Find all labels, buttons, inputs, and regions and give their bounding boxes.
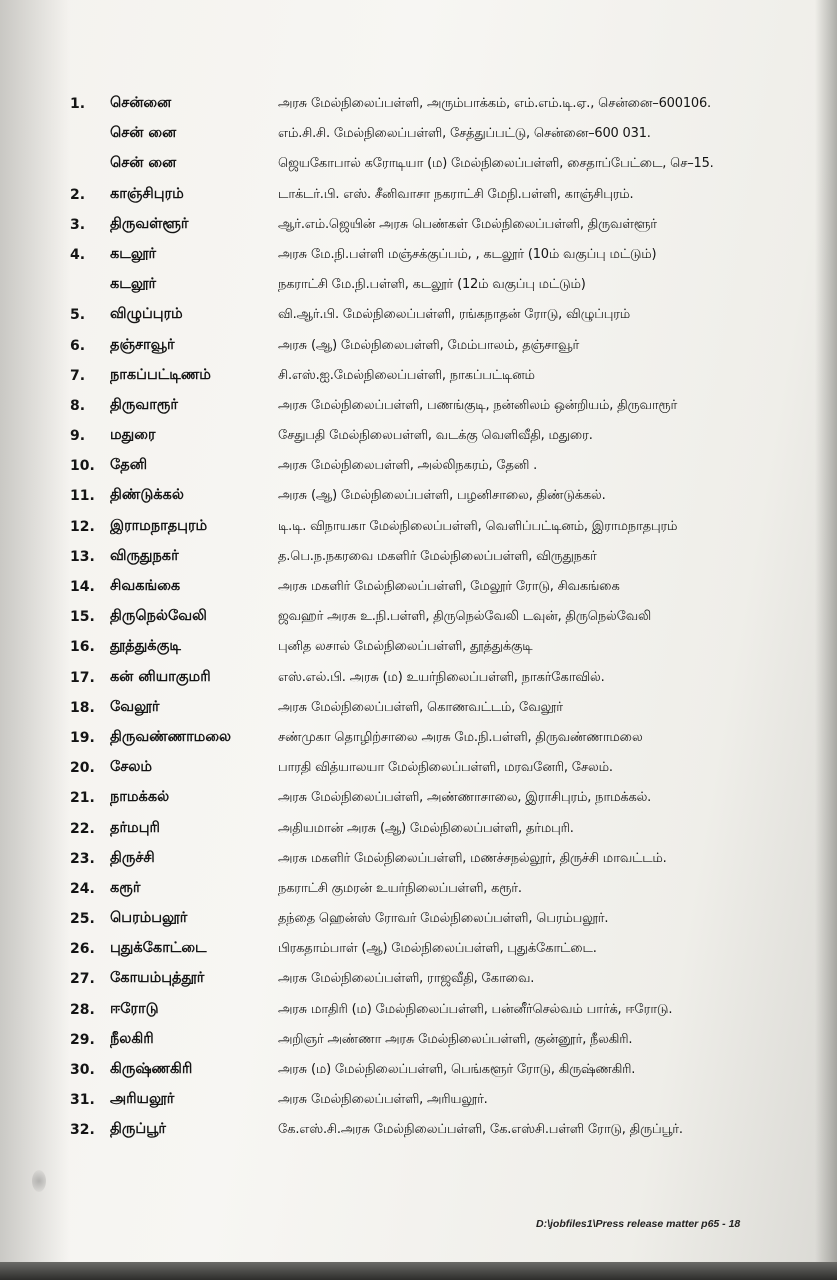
district-name: சேலம் (110, 759, 153, 776)
row-number: 4. (70, 246, 86, 263)
district-name: நாகப்பட்டிணம் (110, 366, 211, 383)
list-item (0, 303, 837, 333)
row-number: 9. (70, 428, 86, 445)
venue-name: அரசு மேல்நிலைப்பள்ளி, அரியலூர். (278, 1092, 488, 1108)
row-number: 21. (70, 790, 95, 807)
venue-name: சேதுபதி மேல்நிலைபள்ளி, வடக்கு வெளிவீதி, மதுரை. (278, 428, 593, 444)
list-item (0, 92, 837, 122)
district-name: அரியலூர் (110, 1091, 175, 1108)
row-number: 8. (70, 397, 86, 414)
venue-name: அரசு மகளிர் மேல்நிலைப்பள்ளி, மேலூர் ரோடு, சிவகங்கை (278, 579, 620, 594)
row-number: 32. (70, 1122, 95, 1139)
list-item (0, 1088, 837, 1118)
row-number: 5. (70, 307, 86, 324)
scan-bottom-edge (0, 1262, 837, 1280)
row-number: 19. (70, 729, 95, 746)
row-number: 2. (70, 186, 86, 203)
exam-center-list (0, 92, 837, 1149)
district-name: சென் னை (110, 155, 177, 172)
row-number: 1. (70, 96, 86, 112)
district-name: திண்டுக்கல் (110, 487, 184, 504)
district-name: தூத்துக்குடி (110, 638, 181, 655)
list-item (0, 454, 837, 484)
row-number: 7. (70, 367, 86, 384)
district-name: நாமக்கல் (110, 789, 170, 806)
list-item (0, 877, 837, 907)
venue-name: ஆர்.எம்.ஜெயின் அரசு பெண்கள் மேல்நிலைப்பள்ளி, திருவள்ளூர் (278, 216, 657, 232)
venue-name: கே.எஸ்.சி.அரசு மேல்நிலைப்பள்ளி, கே.எஸ்சி.பள்ளி ரோடு, திருப்பூர். (278, 1122, 683, 1138)
district-name: மதுரை (110, 427, 156, 444)
venue-name: சண்முகா தொழிற்சாலை அரசு மே.நி.பள்ளி, திருவண்ணாமலை (278, 729, 643, 745)
district-name: சென் னை (110, 125, 177, 142)
list-item (0, 183, 837, 213)
list-item (0, 515, 837, 545)
venue-name: எம்.சி.சி. மேல்நிலைப்பள்ளி, சேத்துப்பட்டு, சென்னை–600 031. (278, 126, 651, 142)
district-name: கோயம்புத்தூர் (110, 970, 205, 987)
district-name: சிவகங்கை (110, 578, 181, 594)
venue-name: ஜெயகோபால் கரோடியா (ம) மேல்நிலைப்பள்ளி, சைதாப்பேட்டை, செ–15. (278, 156, 714, 172)
venue-name: அரசு மே.நி.பள்ளி மஞ்சக்குப்பம், , கடலூர் (10ம் வகுப்பு மட்டும்) (278, 246, 657, 262)
district-name: கடலூர் (110, 276, 157, 293)
district-name: திருவள்ளூர் (110, 215, 189, 232)
district-name: விருதுநகர் (110, 547, 179, 564)
district-name: ஈரோடு (110, 1000, 159, 1017)
list-item (0, 696, 837, 726)
row-number: 29. (70, 1031, 95, 1048)
venue-name: அரசு மேல்நிலைப்பள்ளி, கொணவட்டம், வேலூர் (278, 699, 563, 715)
row-number: 11. (70, 488, 95, 505)
list-item (0, 666, 837, 696)
list-item (0, 907, 837, 937)
venue-name: நகராட்சி குமரன் உயர்நிலைப்பள்ளி, கரூர். (278, 880, 522, 896)
venue-name: அறிஞர் அண்ணா அரசு மேல்நிலைப்பள்ளி, குன்னூர், நீலகிரி. (278, 1031, 633, 1047)
list-item (0, 937, 837, 967)
list-item (0, 756, 837, 786)
district-name: திருநெல்வேலி (110, 608, 207, 625)
list-item (0, 243, 837, 273)
venue-name: அரசு மேல்நிலைப்பள்ளி, ராஜவீதி, கோவை. (278, 971, 535, 987)
district-name: கரூர் (110, 879, 141, 896)
venue-name: அதியமான் அரசு (ஆ) மேல்நிலைப்பள்ளி, தர்மபுரி. (278, 820, 574, 836)
venue-name: நகராட்சி மே.நி.பள்ளி, கடலூர் (12ம் வகுப்பு மட்டும்) (278, 277, 586, 293)
venue-name: புனித லசால் மேல்நிலைப்பள்ளி, தூத்துக்குடி (278, 639, 533, 655)
list-item (0, 213, 837, 243)
venue-name: அரசு மேல்நிலைபள்ளி, அல்லிநகரம், தேனி . (278, 458, 538, 474)
list-item (0, 484, 837, 514)
list-item (0, 545, 837, 575)
venue-name: அரசு (ம) மேல்நிலைப்பள்ளி, பெங்களூர் ரோடு, கிருஷ்ணகிரி. (278, 1062, 636, 1077)
venue-name: பிரகதாம்பாள் (ஆ) மேல்நிலைப்பள்ளி, புதுக்கோட்டை. (278, 941, 597, 957)
list-item (0, 152, 837, 182)
district-name: திருவாரூர் (110, 396, 178, 413)
venue-name: டாக்டர்.பி. எஸ். சீனிவாசா நகராட்சி மேநி.பள்ளி, காஞ்சிபுரம். (278, 186, 634, 202)
row-number: 17. (70, 669, 95, 686)
list-item (0, 786, 837, 816)
row-number: 31. (70, 1092, 95, 1109)
district-name: தர்மபுரி (110, 819, 160, 836)
venue-name: வி.ஆர்.பி. மேல்நிலைப்பள்ளி, ரங்கநாதன் ரோடு, விழுப்புரம் (278, 307, 631, 323)
row-number: 26. (70, 941, 95, 958)
list-item (0, 575, 837, 605)
row-number: 20. (70, 760, 95, 777)
list-item (0, 1118, 837, 1148)
district-name: திருவண்ணாமலை (110, 728, 232, 745)
venue-name: அரசு மகளிர் மேல்நிலைப்பள்ளி, மணச்சநல்லூர், திருச்சி மாவட்டம். (278, 850, 667, 866)
row-number: 25. (70, 911, 95, 928)
row-number: 15. (70, 609, 95, 626)
list-item (0, 122, 837, 152)
row-number: 28. (70, 1001, 95, 1018)
row-number: 27. (70, 971, 95, 988)
list-item (0, 334, 837, 364)
district-name: பெரம்பலூர் (110, 910, 188, 927)
venue-name: சி.எஸ்.ஐ.மேல்நிலைப்பள்ளி, நாகப்பட்டினம் (278, 367, 535, 383)
row-number: 30. (70, 1062, 95, 1078)
row-number: 10. (70, 458, 95, 475)
venue-name: அரசு (ஆ) மேல்நிலைப்பள்ளி, பழனிசாலை, திண்டுக்கல். (278, 488, 606, 504)
row-number: 3. (70, 216, 86, 233)
row-number: 18. (70, 699, 95, 716)
list-item (0, 998, 837, 1028)
row-number: 22. (70, 820, 95, 837)
venue-name: அரசு (ஆ) மேல்நிலைபள்ளி, மேம்பாலம், தஞ்சாவூர் (278, 337, 580, 353)
list-item (0, 273, 837, 303)
district-name: திருப்பூர் (110, 1121, 166, 1138)
list-item (0, 847, 837, 877)
row-number: 14. (70, 579, 95, 595)
list-item (0, 967, 837, 997)
district-name: கடலூர் (110, 245, 157, 262)
district-name: சென்னை (110, 95, 172, 111)
venue-name: அரசு மேல்நிலைப்பள்ளி, அண்ணாசாலை, இராசிபுரம், நாமக்கல். (278, 790, 652, 806)
list-item (0, 394, 837, 424)
list-item (0, 1058, 837, 1088)
list-item (0, 635, 837, 665)
district-name: தஞ்சாவூர் (110, 336, 175, 353)
venue-name: த.பெ.ந.நகரவை மகளிர் மேல்நிலைப்பள்ளி, விருதுநகர் (278, 548, 597, 564)
district-name: விழுப்புரம் (110, 306, 183, 323)
list-item (0, 726, 837, 756)
venue-name: அரசு மேல்நிலைப்பள்ளி, பணங்குடி, நன்னிலம் ஒன்றியம், திருவாரூர் (278, 397, 678, 413)
venue-name: ஜவஹர் அரசு உ.நி.பள்ளி, திருநெல்வேலி டவுன், திருநெல்வேலி (278, 609, 652, 625)
district-name: கிருஷ்ணகிரி (110, 1061, 193, 1077)
row-number: 24. (70, 880, 95, 897)
list-item (0, 424, 837, 454)
venue-name: டி.டி. விநாயகா மேல்நிலைப்பள்ளி, வெளிப்பட்டினம், இராமநாதபுரம் (278, 518, 678, 534)
district-name: நீலகிரி (110, 1030, 154, 1047)
venue-name: பாரதி வித்யாலயா மேல்நிலைப்பள்ளி, மரவனேரி, சேலம். (278, 760, 613, 776)
venue-name: எஸ்.எல்.பி. அரசு (ம) உயர்நிலைப்பள்ளி, நாகர்கோவில். (278, 669, 605, 685)
venue-name: அரசு மேல்நிலைப்பள்ளி, அரும்பாக்கம், எம்.எம்.டி.ஏ., சென்னை–600106. (278, 96, 711, 111)
row-number: 12. (70, 518, 95, 535)
venue-name: தந்தை ஹென்ஸ் ரோவர் மேல்நிலைப்பள்ளி, பெரம்பலூர். (278, 911, 609, 927)
district-name: கன் னியாகுமரி (110, 668, 211, 685)
row-number: 6. (70, 337, 86, 354)
venue-name: அரசு மாதிரி (ம) மேல்நிலைப்பள்ளி, பன்னீர்செல்வம் பார்க், ஈரோடு. (278, 1001, 673, 1017)
row-number: 23. (70, 850, 95, 867)
footer-file-path: D:\jobfiles1\Press release matter p65 - 18 (536, 1218, 741, 1230)
row-number: 13. (70, 548, 95, 565)
district-name: இராமநாதபுரம் (110, 517, 208, 534)
list-item (0, 1028, 837, 1058)
district-name: காஞ்சிபுரம் (110, 185, 184, 202)
ink-smudge (32, 1170, 46, 1192)
row-number: 16. (70, 639, 95, 656)
district-name: திருச்சி (110, 849, 155, 866)
district-name: புதுக்கோட்டை (110, 940, 207, 957)
list-item (0, 605, 837, 635)
district-name: தேனி (110, 457, 148, 474)
list-item (0, 364, 837, 394)
list-item (0, 817, 837, 847)
district-name: வேலூர் (110, 698, 160, 715)
